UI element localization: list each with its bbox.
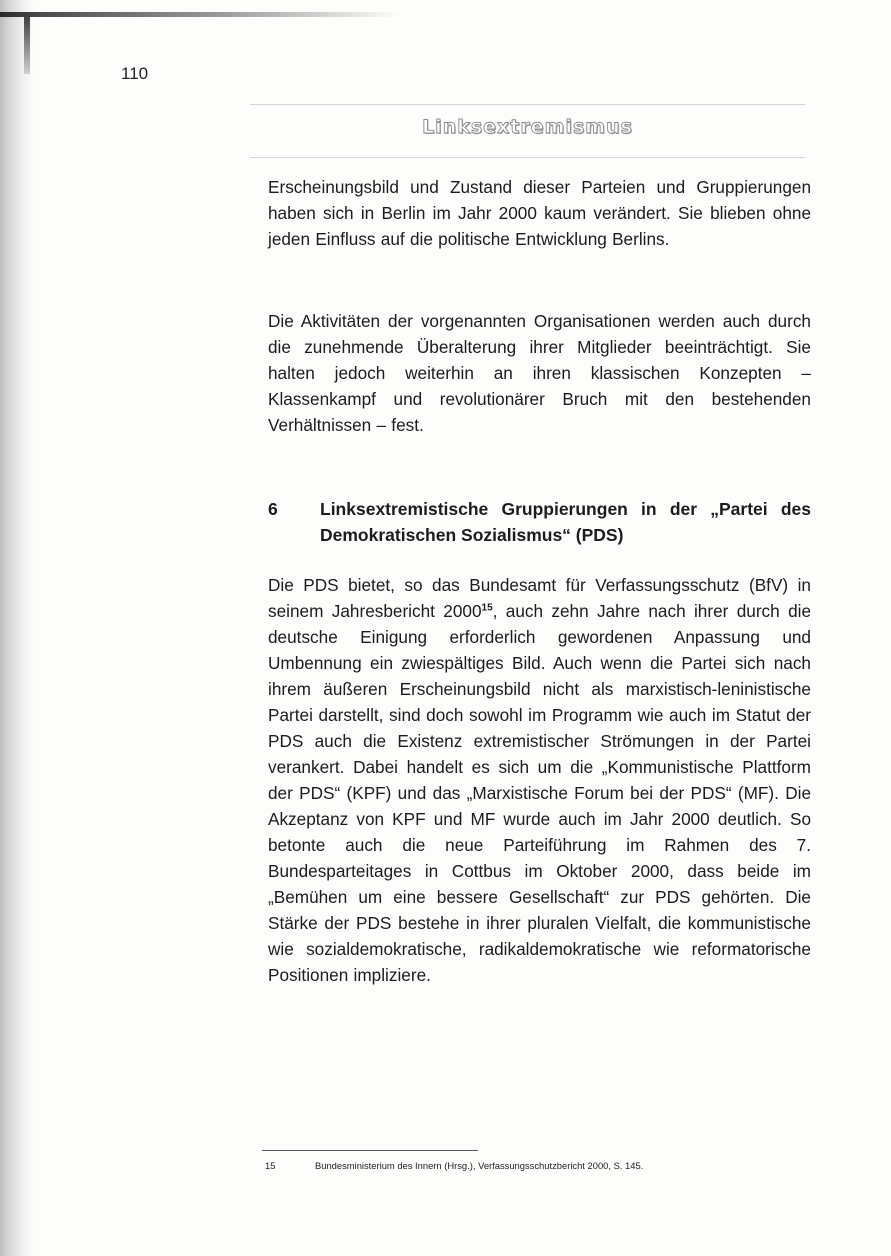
footnote-separator xyxy=(262,1150,478,1151)
section-body-paragraph xyxy=(268,572,811,988)
page-binding-shadow xyxy=(0,0,34,1256)
page-number: 110 xyxy=(121,64,149,83)
paragraph-1: Erscheinungsbild und Zustand dieser Parteien und Gruppierungen haben sich in Berlin im Jahr 2000 kaum verändert. Sie blieben ohne jeden Einfluss auf die politische Entwicklung Berlins. xyxy=(268,177,811,249)
header-rule-top xyxy=(250,104,805,105)
footnote-text: Bundesministerium des Innern (Hrsg.), Verfassungsschutzbericht 2000, S. 145. xyxy=(315,1160,644,1171)
section-number: 6 xyxy=(268,499,278,519)
header-rule-bottom xyxy=(250,157,805,158)
top-edge-rule xyxy=(0,12,400,17)
footnote xyxy=(265,1160,825,1171)
footnote-reference[interactable]: 15 xyxy=(481,602,493,614)
left-edge-mark xyxy=(24,14,30,74)
body-text-before-ref: Die PDS bietet, so das Bundesamt für Verfassungsschutz (BfV) in seinem Jahresbericht 2000 xyxy=(268,575,811,621)
section-title: Linksextremistische Gruppierungen in der „Partei des Demokratischen Sozialismus“ (PDS) xyxy=(320,499,811,545)
body-text-after-ref: , auch zehn Jahre nach ihrer durch die deutsche Einigung erforderlich gewordenen Anpassung und Umbennung ein zwiespältiges Bild. Auch wenn die Partei sich nach ihrem äußeren Erscheinungsbild nicht als marxistisch-leninistische Partei darstellt, sind doch sowohl im Programm wie auch im Statut der PDS auch die Existenz extremistischer Strömungen in der Partei verankert. Dabei handelt es sich um die „Kommunistische Plattform der PDS“ (KPF) und das „Marxistische Forum bei der PDS“ (MF). Die Akzeptanz von KPF und MF wurde auch im Jahr 2000 deutlich. So betonte auch die neue Parteiführung im Rahmen des 7. Bundesparteitages in Cottbus im Oktober 2000, dass beide im „Bemühen um eine bessere Gesellschaft“ zur PDS gehörten. Die Stärke der PDS bestehe in ihrer pluralen Vielfalt, die kommunistische wie sozialdemokratische, radikaldemokratische wie reformatorische Positionen impliziere. xyxy=(268,601,811,985)
footnote-number: 15 xyxy=(265,1160,276,1171)
running-head: Linksextremismus xyxy=(422,116,633,138)
paragraph-2: Die Aktivitäten der vorgenannten Organisationen werden auch durch die zunehmende Überalterung ihrer Mitglieder beeinträchtigt. Sie halten jedoch weiterhin an ihren klassischen Konzepten – Klassenkampf und revolutionärer Bruch mit den bestehenden Verhältnissen – fest. xyxy=(268,311,811,435)
